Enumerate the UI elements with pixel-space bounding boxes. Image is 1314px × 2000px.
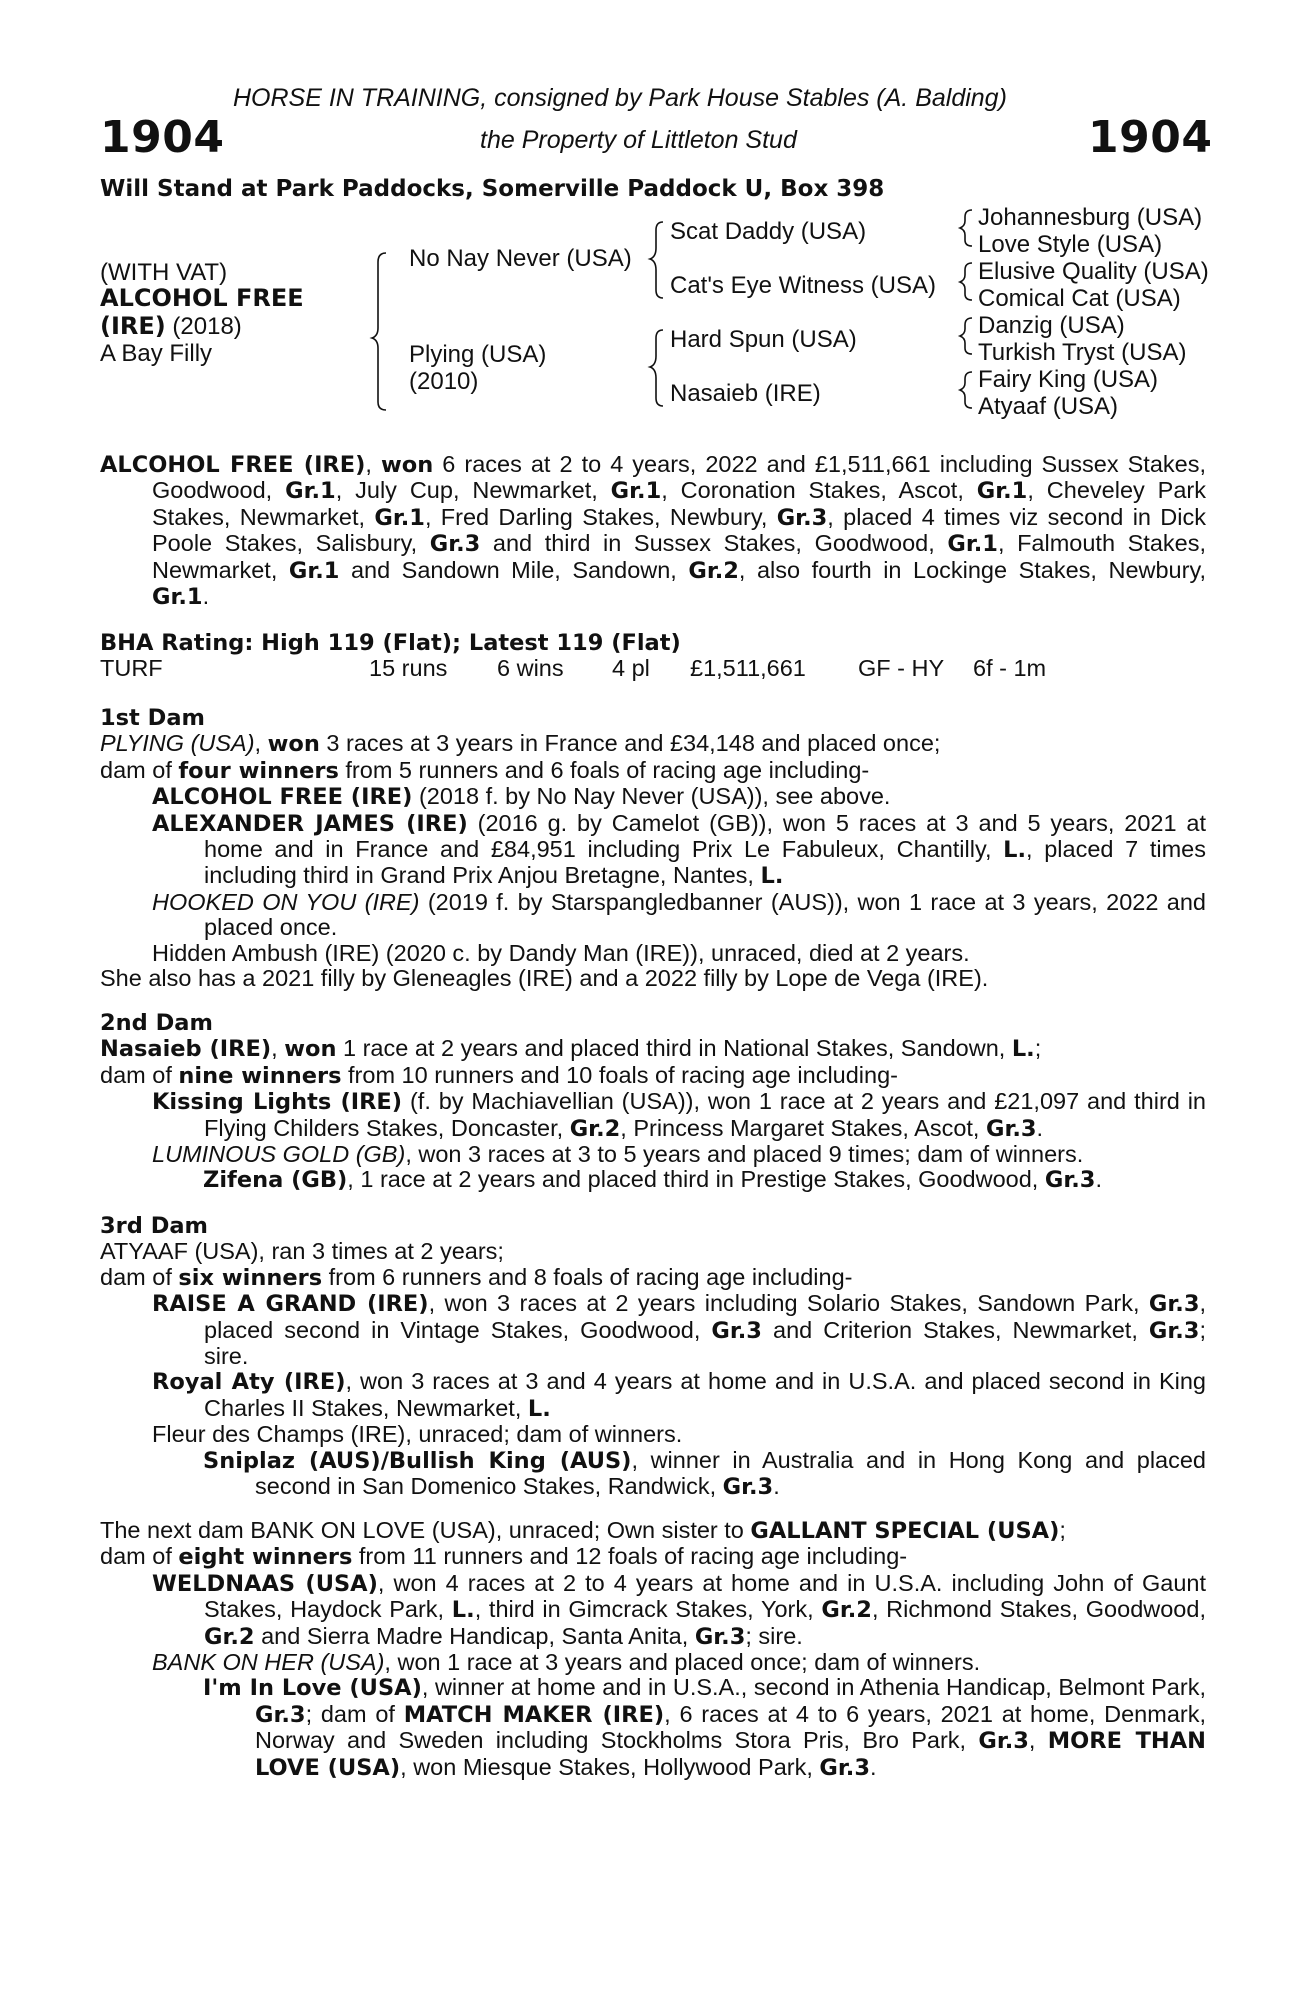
grandsire-3: Danzig (USA) bbox=[978, 312, 1125, 339]
dam-dam: Nasaieb (IRE) bbox=[670, 380, 821, 407]
granddam-1: Love Style (USA) bbox=[978, 231, 1163, 258]
granddam-4: Atyaaf (USA) bbox=[978, 393, 1119, 420]
grandsire-4: Fairy King (USA) bbox=[978, 366, 1159, 393]
dam: Plying (USA) bbox=[409, 341, 547, 368]
stand-location: Will Stand at Park Paddocks, Somerville Paddock U, Box 398 bbox=[100, 176, 885, 202]
third-dam-section: 3rd Dam ATYAAF (USA), ran 3 times at 2 years; dam of six winners from 6 runners and 8 foals of racing age including- RAISE A GRAND (IRE), won 3 races at 2 years including Solario Stakes, Sandown Park, Gr.3, placed second in Vintage Stakes, Goodwood, Gr.3 and Criterion Stakes, Newmarket, Gr.3; sire. Royal Aty (IRE), won 3 races at 3 and 4 years at home and in U.S.A. and placed second in King Charles II Stakes, Newmarket, L. Fleur des Champs (IRE), unraced; dam of winners. Sniplaz (AUS)/Bullish King (AUS), winner in Australia and in Hong Kong and placed second in San Domenico Stakes, Randwick, Gr.3. bbox=[100, 1213, 1207, 1501]
turf-wins: 6 wins bbox=[497, 655, 564, 681]
second-dam-section: 2nd Dam Nasaieb (IRE), won 1 race at 2 years and placed third in National Stakes, Sandown, L.; dam of nine winners from 10 runners and 10 foals of racing age including- Kissing Lights (IRE) (f. by Machiavellian (USA)), won 1 race at 2 years and £21,097 and third in Flying Childers Stakes, Doncaster, Gr.2, Princess Margaret Stakes, Ascot, Gr.3. LUMINOUS GOLD (GB), won 3 races at 3 to 5 years and placed 9 times; dam of winners. Zifena (GB), 1 race at 2 years and placed third in Prestige Stakes, Goodwood, Gr.3. bbox=[100, 1010, 1207, 1194]
dam-year: (2010) bbox=[409, 368, 479, 395]
dam-sire: Hard Spun (USA) bbox=[670, 326, 857, 353]
turf-placed: 4 pl bbox=[612, 655, 650, 681]
sire-sire: Scat Daddy (USA) bbox=[670, 218, 867, 245]
turf-label: TURF bbox=[100, 655, 163, 681]
grandsire-2: Elusive Quality (USA) bbox=[978, 258, 1209, 285]
turf-going: GF - HY bbox=[858, 655, 945, 681]
lot-number-left: 1904 bbox=[100, 112, 225, 163]
vat-note: (WITH VAT) bbox=[100, 259, 228, 286]
second-dam-title: 2nd Dam bbox=[100, 1010, 213, 1036]
grandsire-1: Johannesburg (USA) bbox=[978, 204, 1203, 231]
turf-runs: 15 runs bbox=[369, 655, 448, 681]
bha-rating: BHA Rating: High 119 (Flat); Latest 119 (Flat) bbox=[100, 630, 681, 656]
third-dam-title: 3rd Dam bbox=[100, 1213, 208, 1239]
property-line: the Property of Littleton Stud bbox=[480, 126, 797, 154]
next-dam-section: The next dam BANK ON LOVE (USA), unraced; Own sister to GALLANT SPECIAL (USA); dam of eight winners from 11 runners and 12 foals of racing age including- WELDNAAS (USA), won 4 races at 2 to 4 years at home and in U.S.A. including John of Gaunt Stakes, Haydock Park, L., third in Gimcrack Stakes, York, Gr.2, Richmond Stakes, Goodwood, Gr.2 and Sierra Madre Handicap, Santa Anita, Gr.3; sire. BANK ON HER (USA), won 1 race at 3 years and placed once; dam of winners. I'm In Love (USA), winner at home and in U.S.A., second in Athenia Handicap, Belmont Park, Gr.3; dam of MATCH MAKER (IRE), 6 races at 4 to 6 years, 2021 at home, Denmark, Norway and Sweden including Stockholms Stora Pris, Bro Park, Gr.3, MORE THAN LOVE (USA), won Miesque Stakes, Hollywood Park, Gr.3. bbox=[100, 1517, 1207, 1781]
horse-description: A Bay Filly bbox=[100, 340, 213, 367]
race-summary: ALCOHOL FREE (IRE), won 6 races at 2 to 4 years, 2022 and £1,511,661 including Sussex Stakes, Goodwood, Gr.1, July Cup, Newmarket, Gr.1, Coronation Stakes, Ascot, Gr.1, Cheveley Park Stakes, Newmarket, Gr.1, Fred Darling Stakes, Newbury, Gr.3, placed 4 times viz second in Dick Poole Stakes, Salisbury, Gr.3 and third in Sussex Stakes, Goodwood, Gr.1, Falmouth Stakes, Newmarket, Gr.1 and Sandown Mile, Sandown, Gr.2, also fourth in Lockinge Stakes, Newbury, Gr.1. bbox=[100, 451, 1207, 611]
first-dam-section: 1st Dam PLYING (USA), won 3 races at 3 years in France and £34,148 and placed once; dam of four winners from 5 runners and 6 foals of racing age including- ALCOHOL FREE (IRE) (2018 f. by No Nay Never (USA)), see above. ALEXANDER JAMES (IRE) (2016 g. by Camelot (GB)), won 5 races at 3 and 5 years, 2021 at home and in France and £84,951 including Prix Le Fabuleux, Chantilly, L., placed 7 times including third in Grand Prix Anjou Bretagne, Nantes, L. HOOKED ON YOU (IRE) (2019 f. by Starspangledbanner (AUS)), won 1 race at 3 years, 2022 and placed once. Hidden Ambush (IRE) (2020 c. by Dandy Man (IRE)), unraced, died at 2 years. She also has a 2021 filly by Gleneagles (IRE) and a 2022 filly by Lope de Vega (IRE). bbox=[100, 705, 1206, 992]
horse-name: ALCOHOL FREE bbox=[100, 284, 304, 312]
sire: No Nay Never (USA) bbox=[409, 245, 632, 272]
lot-number-right: 1904 bbox=[1088, 112, 1213, 163]
granddam-2: Comical Cat (USA) bbox=[978, 285, 1181, 312]
turf-distance: 6f - 1m bbox=[973, 655, 1047, 681]
granddam-3: Turkish Tryst (USA) bbox=[978, 339, 1187, 366]
horse-name-line2: (IRE) (2018) bbox=[100, 312, 242, 340]
sire-dam: Cat's Eye Witness (USA) bbox=[670, 272, 936, 299]
first-dam-title: 1st Dam bbox=[100, 705, 205, 731]
turf-earnings: £1,511,661 bbox=[690, 655, 806, 681]
consignor-line: HORSE IN TRAINING, consigned by Park House Stables (A. Balding) bbox=[233, 84, 1007, 112]
